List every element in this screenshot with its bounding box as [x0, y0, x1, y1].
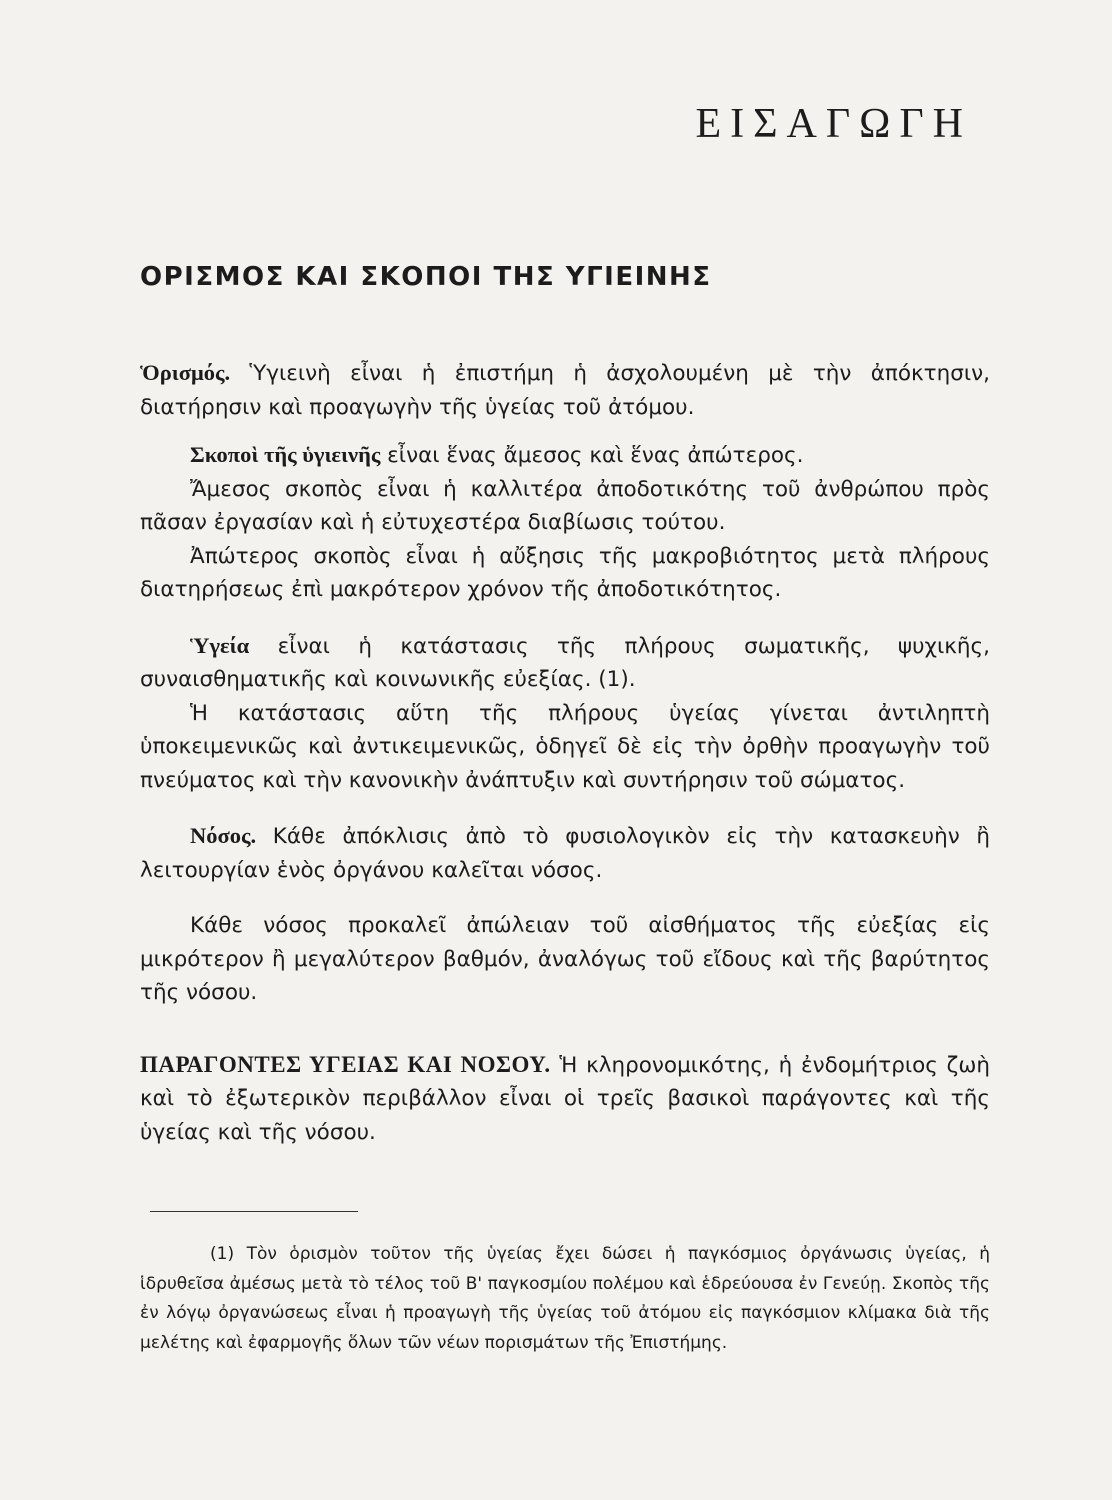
term-disease: Νόσος.	[190, 823, 257, 848]
footnote	[140, 1240, 990, 1358]
disease-text: Κάθε ἀπόκλισις ἀπὸ τὸ φυσιολογικὸν εἰς τὴν κατασκευὴν ἢ λειτουργίαν ἑνὸς ὀργάνου καλεῖται νόσος.	[140, 824, 990, 883]
paragraph-definition	[140, 356, 990, 424]
paragraph-health	[140, 629, 990, 697]
body-text	[140, 356, 990, 1149]
term-factors: ΠΑΡΑΓΟΝΤΕΣ ΥΓΕΙΑΣ ΚΑΙ ΝΟΣΟΥ.	[140, 1051, 551, 1077]
paragraph-health-state: Ἡ κατάστασις αὕτη τῆς πλήρους ὑγείας γίνεται ἀντιληπτὴ ὑποκειμενικῶς καὶ ἀντικειμενικῶς, ὁδηγεῖ δὲ εἰς τὴν ὀρθὴν προαγωγὴν τοῦ πνεύματος καὶ τὴν κανονικὴν ἀνάπτυξιν καὶ συντήρησιν τοῦ σώματος.	[140, 700, 990, 793]
section-title: ΟΡΙΣΜΟΣ ΚΑΙ ΣΚΟΠΟΙ ΤΗΣ ΥΓΙΕΙΝΗΣ	[140, 262, 712, 292]
paragraph-aims	[140, 438, 990, 473]
footnote-divider	[150, 1211, 358, 1212]
footnote-text: (1) Τὸν ὁρισμὸν τοῦτον τῆς ὑγείας ἔχει δώσει ἡ παγκόσμιος ὀργάνωσις ὑγείας, ἡ ἱδρυθεῖσα ἀμέσως μετὰ τὸ τέλος τοῦ Β' παγκοσμίου πολέμου καὶ ἑδρεύουσα ἐν Γενεύῃ. Σκοπὸς τῆς ἐν λόγῳ ὀργανώσεως εἶναι ἡ προαγωγὴ τῆς ὑγείας τοῦ ἀτόμου εἰς παγκόσμιον κλίμακα διὰ τῆς μελέτης καὶ ἐφαρμογῆς ὅλων τῶν νέων πορισμάτων τῆς Ἐπιστήμης.	[140, 1244, 990, 1353]
factors-text: Ἡ κληρονομικότης, ἡ ἐνδομήτριος ζωὴ καὶ τὸ ἐξωτερικὸν περιβάλλον εἶναι οἱ τρεῖς βασικοὶ παράγοντες καὶ τῆς ὑγείας καὶ τῆς νόσου.	[140, 1052, 991, 1145]
term-health: Ὑγεία	[190, 632, 250, 658]
definition-text: Ὑγιεινὴ εἶναι ἡ ἐπιστήμη ἡ ἀσχολουμένη μὲ τὴν ἀπόκτησιν, διατήρησιν καὶ προαγωγὴν τῆς ὑγείας τοῦ ἀτόμου.	[140, 361, 990, 420]
paragraph-factors	[140, 1048, 990, 1150]
aims-text: εἶναι ἕνας ἄμεσος καὶ ἕνας ἀπώτερος.	[380, 443, 804, 468]
paragraph-disease	[140, 819, 990, 887]
health-text: εἶναι ἡ κατάστασις τῆς πλήρους σωματικῆς, ψυχικῆς, συναισθηματικῆς καὶ κοινωνικῆς εὐεξίας. (1).	[140, 633, 990, 692]
paragraph-ultimate-aim: Ἀπώτερος σκοπὸς εἶναι ἡ αὔξησις τῆς μακροβιότητος μετὰ πλήρους διατηρήσεως ἐπὶ μακρότερον χρόνον τῆς ἀποδοτικότητος.	[140, 543, 990, 602]
chapter-title: ΕΙΣΑΓΩΓΗ	[695, 101, 972, 147]
paragraph-immediate-aim: Ἄμεσος σκοπὸς εἶναι ἡ καλλιτέρα ἀποδοτικότης τοῦ ἀνθρώπου πρὸς πᾶσαν ἐργασίαν καὶ ἡ εὐτυχεστέρα διαβίωσις τούτου.	[140, 476, 990, 535]
term-definition: Ὁρισμός.	[140, 360, 231, 385]
paragraph-disease-effect: Κάθε νόσος προκαλεῖ ἀπώλειαν τοῦ αἰσθήματος τῆς εὐεξίας εἰς μικρότερον ἢ μεγαλύτερον βαθμόν, ἀναλόγως τοῦ εἴδους καὶ τῆς βαρύτητος τῆς νόσου.	[140, 913, 990, 1005]
term-aims: Σκοποὶ τῆς ὑγιεινῆς	[190, 442, 381, 467]
